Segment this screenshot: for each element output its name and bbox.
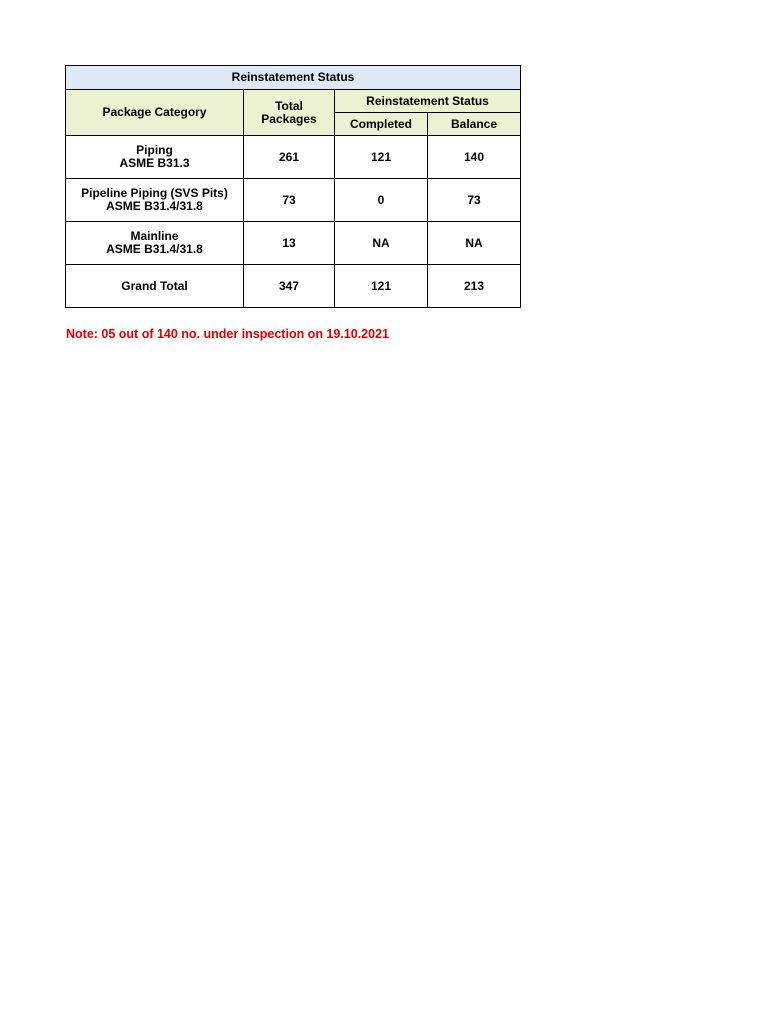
header-package-category: Package Category — [66, 90, 244, 136]
total-cell: 13 — [244, 222, 335, 265]
completed-cell: NA — [335, 222, 428, 265]
table-row — [66, 136, 521, 179]
category-standard: ASME B31.4/31.8 — [106, 242, 203, 256]
category-cell — [66, 136, 244, 179]
balance-cell: 73 — [428, 179, 521, 222]
header-completed: Completed — [335, 113, 428, 136]
total-cell: 73 — [244, 179, 335, 222]
grand-total-completed: 121 — [335, 265, 428, 308]
category-cell — [66, 222, 244, 265]
completed-cell: 0 — [335, 179, 428, 222]
grand-total-total: 347 — [244, 265, 335, 308]
inspection-note: Note: 05 out of 140 no. under inspection on 19.10.2021 — [66, 327, 389, 341]
category-cell — [66, 179, 244, 222]
header-balance: Balance — [428, 113, 521, 136]
header-reinstatement-status: Reinstatement Status — [335, 90, 521, 113]
category-standard: ASME B31.3 — [119, 156, 190, 170]
grand-total-label: Grand Total — [66, 265, 244, 308]
table-row — [66, 222, 521, 265]
table-row — [66, 179, 521, 222]
grand-total-balance: 213 — [428, 265, 521, 308]
grand-total-row — [66, 265, 521, 308]
completed-cell: 121 — [335, 136, 428, 179]
category-name: Piping — [136, 143, 173, 157]
table-title: Reinstatement Status — [66, 66, 521, 90]
balance-cell: NA — [428, 222, 521, 265]
reinstatement-status-table — [65, 65, 521, 308]
header-total-packages — [244, 90, 335, 136]
category-standard: ASME B31.4/31.8 — [106, 199, 203, 213]
balance-cell: 140 — [428, 136, 521, 179]
total-cell: 261 — [244, 136, 335, 179]
category-name: Pipeline Piping (SVS Pits) — [81, 186, 228, 200]
header-total-packages-label: Total Packages — [261, 98, 317, 126]
category-name: Mainline — [130, 229, 179, 243]
